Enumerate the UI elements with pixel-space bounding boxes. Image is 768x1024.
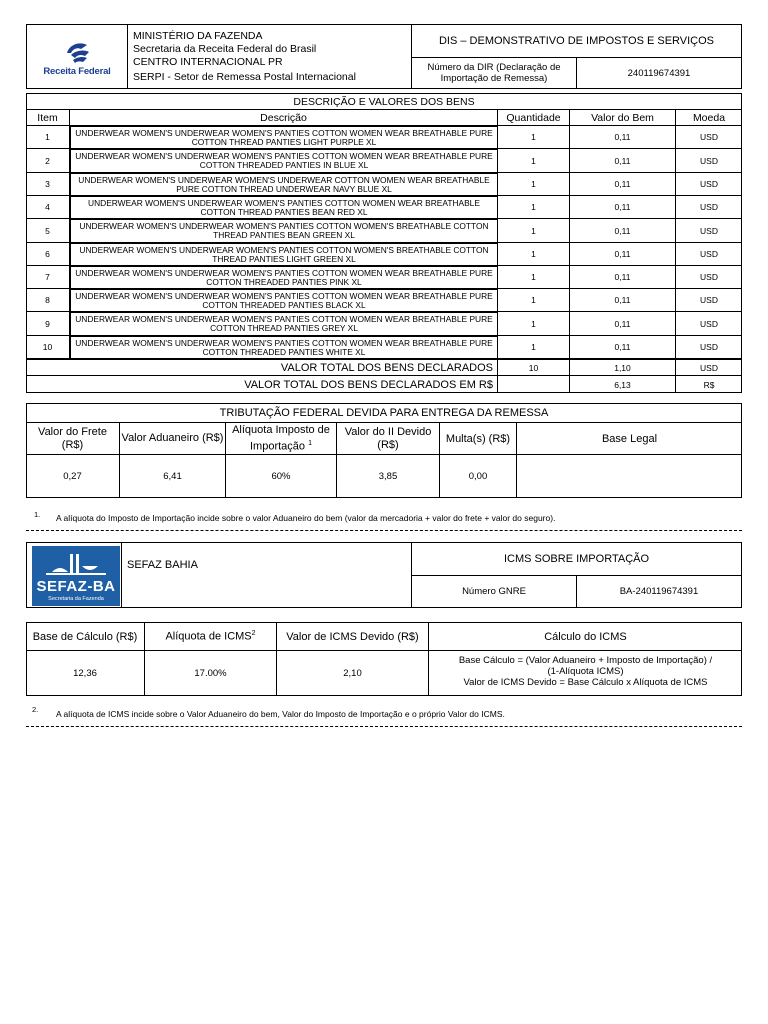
- row-description: UNDERWEAR WOMEN'S UNDERWEAR WOMEN'S PANTIES COTTON WOMEN WEAR BREATHABLE PURE COTTON THREAD PANTIES LIGHT PURPLE XL: [70, 126, 498, 149]
- row-description: UNDERWEAR WOMEN'S UNDERWEAR WOMEN'S PANTIES COTTON WOMEN'S BREATHABLE COTTON THREAD PANTIES BEAN GREEN XL: [70, 219, 498, 243]
- icms-aliquota-value: 17.00%: [145, 651, 277, 696]
- multa-value: 0,00: [440, 455, 517, 498]
- footnote-2-text: A alíquota de ICMS incide sobre o Valor Aduaneiro do bem, Valor do Imposto de Importação e o próprio Valor do ICMS.: [56, 709, 505, 719]
- row-description: UNDERWEAR WOMEN'S UNDERWEAR WOMEN'S PANTIES COTTON WOMEN WEAR BREATHABLE PURE COTTON THREADED PANTIES WHITE XL: [70, 336, 498, 359]
- section-divider-1: [26, 530, 742, 531]
- row-currency: USD: [676, 219, 742, 243]
- row-currency: USD: [676, 266, 742, 289]
- icms-base-header: Base de Cálculo (R$): [26, 623, 145, 651]
- goods-title: DESCRIÇÃO E VALORES DOS BENS: [26, 94, 742, 110]
- gnre-value: BA-240119674391: [576, 575, 742, 608]
- row-value: 0,11: [570, 336, 676, 359]
- row-currency: USD: [676, 173, 742, 196]
- row-currency: USD: [676, 243, 742, 266]
- sefaz-building-icon: [32, 548, 120, 578]
- total-value: 1,10: [570, 359, 676, 376]
- icms-base-value: 12,36: [26, 651, 145, 696]
- row-description: UNDERWEAR WOMEN'S UNDERWEAR WOMEN'S PANTIES COTTON WOMEN WEAR BREATHABLE PURE COTTON THREAD PANTIES GREY XL: [70, 312, 498, 336]
- row-item: 5: [26, 219, 70, 243]
- receita-federal-logo: [41, 39, 113, 79]
- row-item: 6: [26, 243, 70, 266]
- row-currency: USD: [676, 336, 742, 359]
- sefaz-ba-logo: [32, 546, 120, 606]
- frete-header: [26, 423, 120, 455]
- multa-header-label: Multa(s) (R$): [445, 432, 511, 445]
- row-currency: USD: [676, 289, 742, 312]
- row-quantity: 1: [498, 336, 570, 359]
- row-value: 0,11: [570, 196, 676, 219]
- header-logo-box: [26, 24, 128, 89]
- footnote-1-marker: 1.: [34, 510, 41, 519]
- footnote-2-marker: 2.: [32, 705, 39, 714]
- secretaria-label: Secretaria da Receita Federal do Brasil: [133, 43, 317, 55]
- icms-formula-line-2: (1-Alíquota ICMS): [547, 666, 624, 677]
- icms-aliquota-header: [145, 623, 277, 651]
- row-quantity: 1: [498, 196, 570, 219]
- row-quantity: 1: [498, 243, 570, 266]
- icms-devido-header: Valor de ICMS Devido (R$): [277, 623, 429, 651]
- row-currency: USD: [676, 312, 742, 336]
- total-brl-quantity-empty: [498, 375, 570, 393]
- federal-tax-title: TRIBUTAÇÃO FEDERAL DEVIDA PARA ENTREGA DA REMESSA: [26, 404, 742, 423]
- total-quantity: 10: [498, 359, 570, 376]
- row-value: 0,11: [570, 289, 676, 312]
- frete-header-label: Valor do Frete (R$): [38, 425, 107, 451]
- icms-import-title: ICMS SOBRE IMPORTAÇÃO: [411, 542, 742, 576]
- dis-title: DIS – DEMONSTRATIVO DE IMPOSTOS E SERVIÇOS: [411, 24, 742, 58]
- col-item-header: Item: [26, 110, 70, 126]
- receita-federal-logo-text: Receita Federal: [43, 66, 111, 77]
- row-value: 0,11: [570, 173, 676, 196]
- row-value: 0,11: [570, 312, 676, 336]
- gnre-label: Número GNRE: [411, 575, 577, 608]
- aduaneiro-header: [120, 423, 226, 455]
- row-item: 1: [26, 126, 70, 149]
- ii-devido-value: 3,85: [337, 455, 440, 498]
- row-value: 0,11: [570, 149, 676, 173]
- dir-number-label: Número da DIR (Declaração de Importação de Remessa): [411, 57, 577, 89]
- aduaneiro-value: 6,41: [120, 455, 226, 498]
- base-legal-value: [517, 455, 742, 498]
- base-legal-header-label: Base Legal: [601, 432, 658, 445]
- icms-formula-line-1: Base Cálculo = (Valor Aduaneiro + Imposto de Importação) /: [458, 655, 713, 666]
- sefaz-logo-subtext: Secretaria da Fazenda: [48, 596, 104, 602]
- ministry-label: MINISTÉRIO DA FAZENDA: [133, 30, 263, 42]
- row-description: UNDERWEAR WOMEN'S UNDERWEAR WOMEN'S PANTIES COTTON WOMEN WEAR BREATHABLE PURE COTTON THREADED PANTIES PINK XL: [70, 266, 498, 289]
- row-quantity: 1: [498, 219, 570, 243]
- row-currency: USD: [676, 126, 742, 149]
- aliquota-header: [226, 423, 337, 455]
- icms-aliquota-note-marker: 2: [251, 630, 256, 638]
- col-description-header: Descrição: [70, 110, 498, 126]
- row-description: UNDERWEAR WOMEN'S UNDERWEAR WOMEN'S UNDERWEAR COTTON WOMEN WEAR BREATHABLE PURE COTTON THREAD UNDERWEAR NAVY BLUE XL: [70, 173, 498, 196]
- multa-header: [440, 423, 517, 455]
- row-quantity: 1: [498, 266, 570, 289]
- row-value: 0,11: [570, 219, 676, 243]
- col-currency-header: Moeda: [676, 110, 742, 126]
- total-brl-label: VALOR TOTAL DOS BENS DECLARADOS EM R$: [26, 375, 498, 393]
- total-brl-value: 6,13: [570, 375, 676, 393]
- aduaneiro-header-label: Valor Aduaneiro (R$): [121, 432, 224, 444]
- centro-label: CENTRO INTERNACIONAL PR: [133, 56, 283, 68]
- aliquota-note-marker: 1: [308, 439, 312, 447]
- row-value: 0,11: [570, 243, 676, 266]
- row-item: 9: [26, 312, 70, 336]
- aliquota-header-label: Alíquota Imposto de Importação: [232, 423, 330, 453]
- sefaz-logo-text: SEFAZ-BA: [36, 578, 116, 595]
- col-value-header: Valor do Bem: [570, 110, 676, 126]
- base-legal-header: [517, 423, 742, 455]
- section-divider-2: [26, 726, 742, 727]
- sefaz-name-box: [121, 542, 412, 608]
- row-quantity: 1: [498, 149, 570, 173]
- total-brl-currency: R$: [676, 375, 742, 393]
- row-value: 0,11: [570, 266, 676, 289]
- row-item: 3: [26, 173, 70, 196]
- serpi-label: SERPI - Setor de Remessa Postal Internacional: [133, 71, 356, 83]
- sefaz-name: SEFAZ BAHIA: [127, 559, 198, 571]
- row-quantity: 1: [498, 126, 570, 149]
- row-item: 4: [26, 196, 70, 219]
- total-currency: USD: [676, 359, 742, 376]
- row-quantity: 1: [498, 289, 570, 312]
- icms-calculo-formula: [429, 655, 742, 688]
- sefaz-logo-box: [26, 542, 122, 608]
- row-currency: USD: [676, 196, 742, 219]
- aliquota-value: 60%: [226, 455, 337, 498]
- row-description: UNDERWEAR WOMEN'S UNDERWEAR WOMEN'S PANTIES COTTON WOMEN WEAR BREATHABLE PURE COTTON THREADED PANTIES IN BLUE XL: [70, 149, 498, 173]
- dir-number-value: 240119674391: [576, 57, 742, 89]
- row-value: 0,11: [570, 126, 676, 149]
- frete-value: 0,27: [26, 455, 120, 498]
- col-quantity-header: Quantidade: [498, 110, 570, 126]
- row-description: UNDERWEAR WOMEN'S UNDERWEAR WOMEN'S PANTIES COTTON WOMEN WEAR BREATHABLE COTTON THREAD PANTIES BEAN RED XL: [70, 196, 498, 219]
- row-description: UNDERWEAR WOMEN'S UNDERWEAR WOMEN'S PANTIES COTTON WOMEN WEAR BREATHABLE PURE COTTON THREADED PANTIES BLACK XL: [70, 289, 498, 312]
- total-label: VALOR TOTAL DOS BENS DECLARADOS: [26, 359, 498, 376]
- row-quantity: 1: [498, 312, 570, 336]
- ii-devido-header: [337, 423, 440, 455]
- row-item: 2: [26, 149, 70, 173]
- row-item: 7: [26, 266, 70, 289]
- row-quantity: 1: [498, 173, 570, 196]
- ii-devido-header-label: Valor do II Devido (R$): [344, 425, 432, 451]
- icms-calculo-header: Cálculo do ICMS: [429, 623, 742, 651]
- row-description: UNDERWEAR WOMEN'S UNDERWEAR WOMEN'S PANTIES COTTON WOMEN'S BREATHABLE COTTON THREAD PANTIES LIGHT GREEN XL: [70, 243, 498, 266]
- row-item: 10: [26, 336, 70, 359]
- footnote-1-text: A alíquota do Imposto de Importação incide sobre o valor Aduaneiro do bem (valor da mercadoria + valor do frete + valor do seguro).: [56, 513, 556, 523]
- icms-aliquota-header-label: Alíquota de ICMS: [165, 630, 252, 643]
- receita-federal-emblem-icon: [41, 39, 113, 67]
- icms-formula-line-3: Valor de ICMS Devido = Base Cálculo x Alíquota de ICMS: [463, 677, 708, 688]
- row-currency: USD: [676, 149, 742, 173]
- icms-devido-value: 2,10: [277, 651, 429, 696]
- row-item: 8: [26, 289, 70, 312]
- header-institution-box: [127, 24, 412, 89]
